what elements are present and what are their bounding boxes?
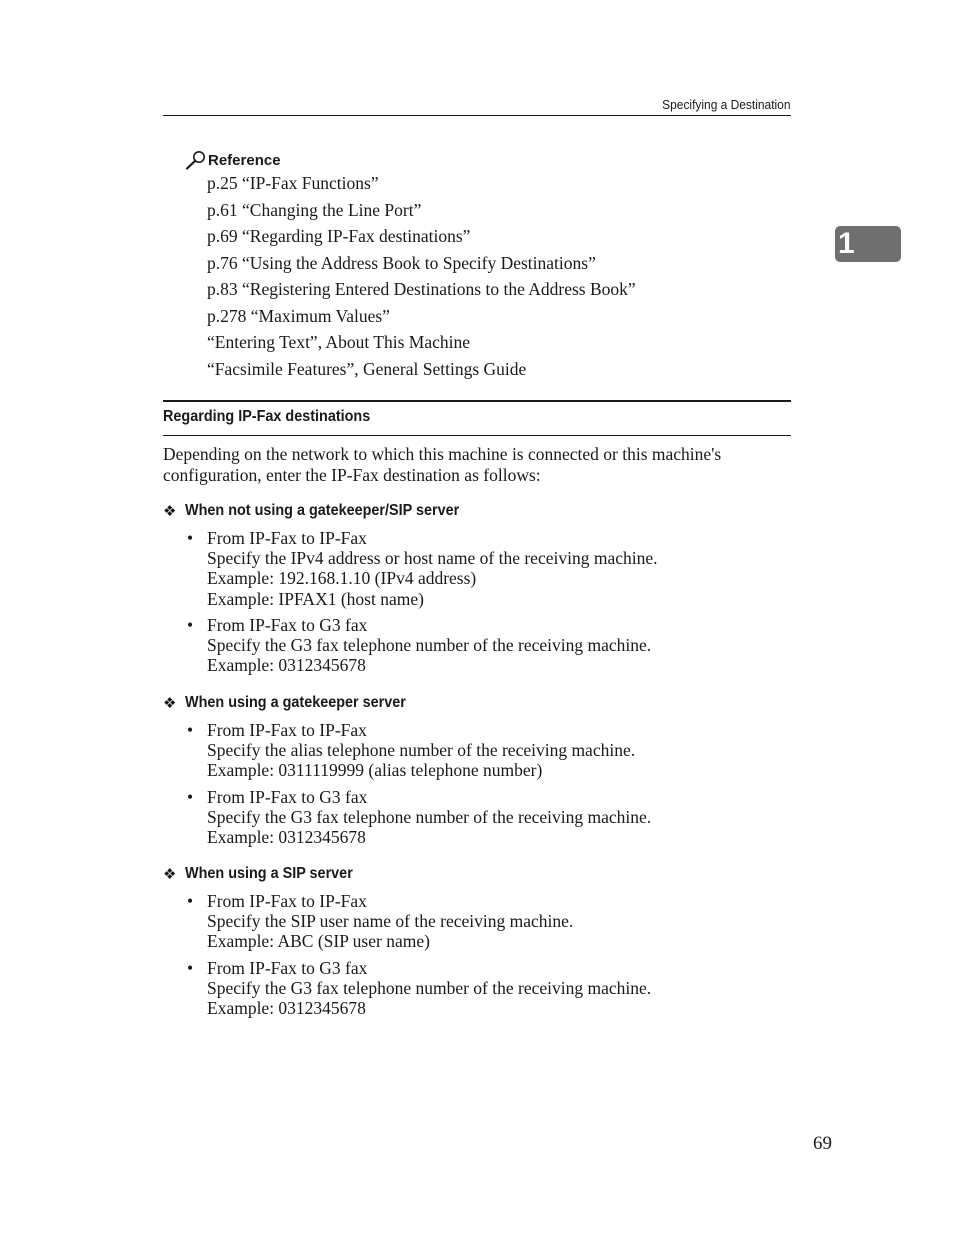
header-rule (163, 115, 791, 116)
reference-list (207, 170, 636, 382)
list-item (163, 720, 803, 781)
bullet-line: Specify the IPv4 address or host name of the receiving machine. (207, 548, 658, 569)
bullet-line: From IP-Fax to IP-Fax (207, 891, 367, 911)
bullet-dot: • (187, 957, 194, 978)
bullet-line: Specify the SIP user name of the receiving machine. (207, 911, 574, 932)
list-item (163, 615, 803, 676)
reference-title: Reference (208, 152, 281, 169)
reference-item: p.278 “Maximum Values” (207, 305, 390, 326)
subsection-no-gatekeeper (163, 500, 803, 675)
bullet-list (163, 891, 803, 1018)
bullet-dot: • (187, 720, 194, 740)
list-item (163, 891, 803, 952)
bullet-line: From IP-Fax to IP-Fax (207, 528, 367, 548)
bullet-line: Example: 0312345678 (207, 655, 366, 676)
bullet-line: Example: 0312345678 (207, 827, 366, 848)
bullet-line: Specify the G3 fax telephone number of the receiving machine. (207, 977, 652, 998)
subsection-heading (163, 863, 803, 885)
bullet-list (163, 720, 803, 847)
page-number: 69 (813, 1133, 832, 1154)
bullet-line: Example: 0311119999 (alias telephone number) (207, 760, 543, 781)
bullet-line: Example: 192.168.1.10 (IPv4 address) (207, 568, 477, 589)
reference-item: p.61 “Changing the Line Port” (207, 199, 422, 220)
bullet-dot: • (187, 786, 194, 807)
bullet-line: Specify the G3 fax telephone number of the receiving machine. (207, 635, 652, 656)
bullet-line: From IP-Fax to G3 fax (207, 957, 368, 978)
list-item (163, 528, 803, 609)
reference-item: p.25 “IP-Fax Functions” (207, 173, 379, 193)
diamond-bullet-icon: ❖ (163, 503, 177, 520)
reference-item: p.83 “Registering Entered Destinations to the Address Book” (207, 279, 636, 299)
bullet-list (163, 528, 803, 675)
subsection-title: When using a gatekeeper server (185, 694, 406, 711)
subsection-sip (163, 863, 803, 1018)
subsection-gatekeeper (163, 692, 803, 847)
bullet-line: From IP-Fax to G3 fax (207, 786, 368, 807)
bullet-dot: • (187, 891, 194, 911)
reference-block (185, 146, 636, 382)
list-item (163, 958, 803, 1019)
magnifier-icon (185, 150, 207, 170)
reference-item: p.76 “Using the Address Book to Specify Destinations” (207, 252, 596, 273)
reference-heading (185, 146, 636, 170)
bullet-line: Example: ABC (SIP user name) (207, 931, 430, 952)
subsection-title: When using a SIP server (185, 865, 353, 882)
chapter-tab: 1 (835, 226, 901, 262)
diamond-bullet-icon: ❖ (163, 695, 177, 712)
bullet-dot: • (187, 528, 194, 548)
section-top-rule (163, 400, 791, 402)
section-heading: Regarding IP-Fax destinations (163, 408, 371, 425)
bullet-line: Specify the G3 fax telephone number of the receiving machine. (207, 806, 652, 827)
subsection-heading (163, 692, 803, 714)
reference-item: “Facsimile Features”, General Settings Guide (207, 358, 527, 379)
subsection-heading (163, 500, 803, 522)
reference-item: “Entering Text”, About This Machine (207, 332, 471, 352)
diamond-bullet-icon: ❖ (163, 866, 177, 883)
running-header: Specifying a Destination (661, 97, 790, 112)
bullet-dot: • (187, 614, 194, 635)
intro-paragraph: Depending on the network to which this machine is connected or this machine's configuration, enter the IP-Fax destination as follows: (163, 444, 722, 485)
list-item (163, 787, 803, 848)
subsection-title: When not using a gatekeeper/SIP server (185, 502, 460, 519)
bullet-line: Example: IPFAX1 (host name) (207, 588, 424, 609)
reference-item: p.69 “Regarding IP-Fax destinations” (207, 226, 471, 246)
bullet-line: Specify the alias telephone number of the receiving machine. (207, 740, 636, 761)
bullet-line: From IP-Fax to IP-Fax (207, 720, 367, 740)
bullet-line: Example: 0312345678 (207, 998, 366, 1019)
bullet-line: From IP-Fax to G3 fax (207, 614, 368, 635)
section-bottom-rule (163, 435, 791, 436)
